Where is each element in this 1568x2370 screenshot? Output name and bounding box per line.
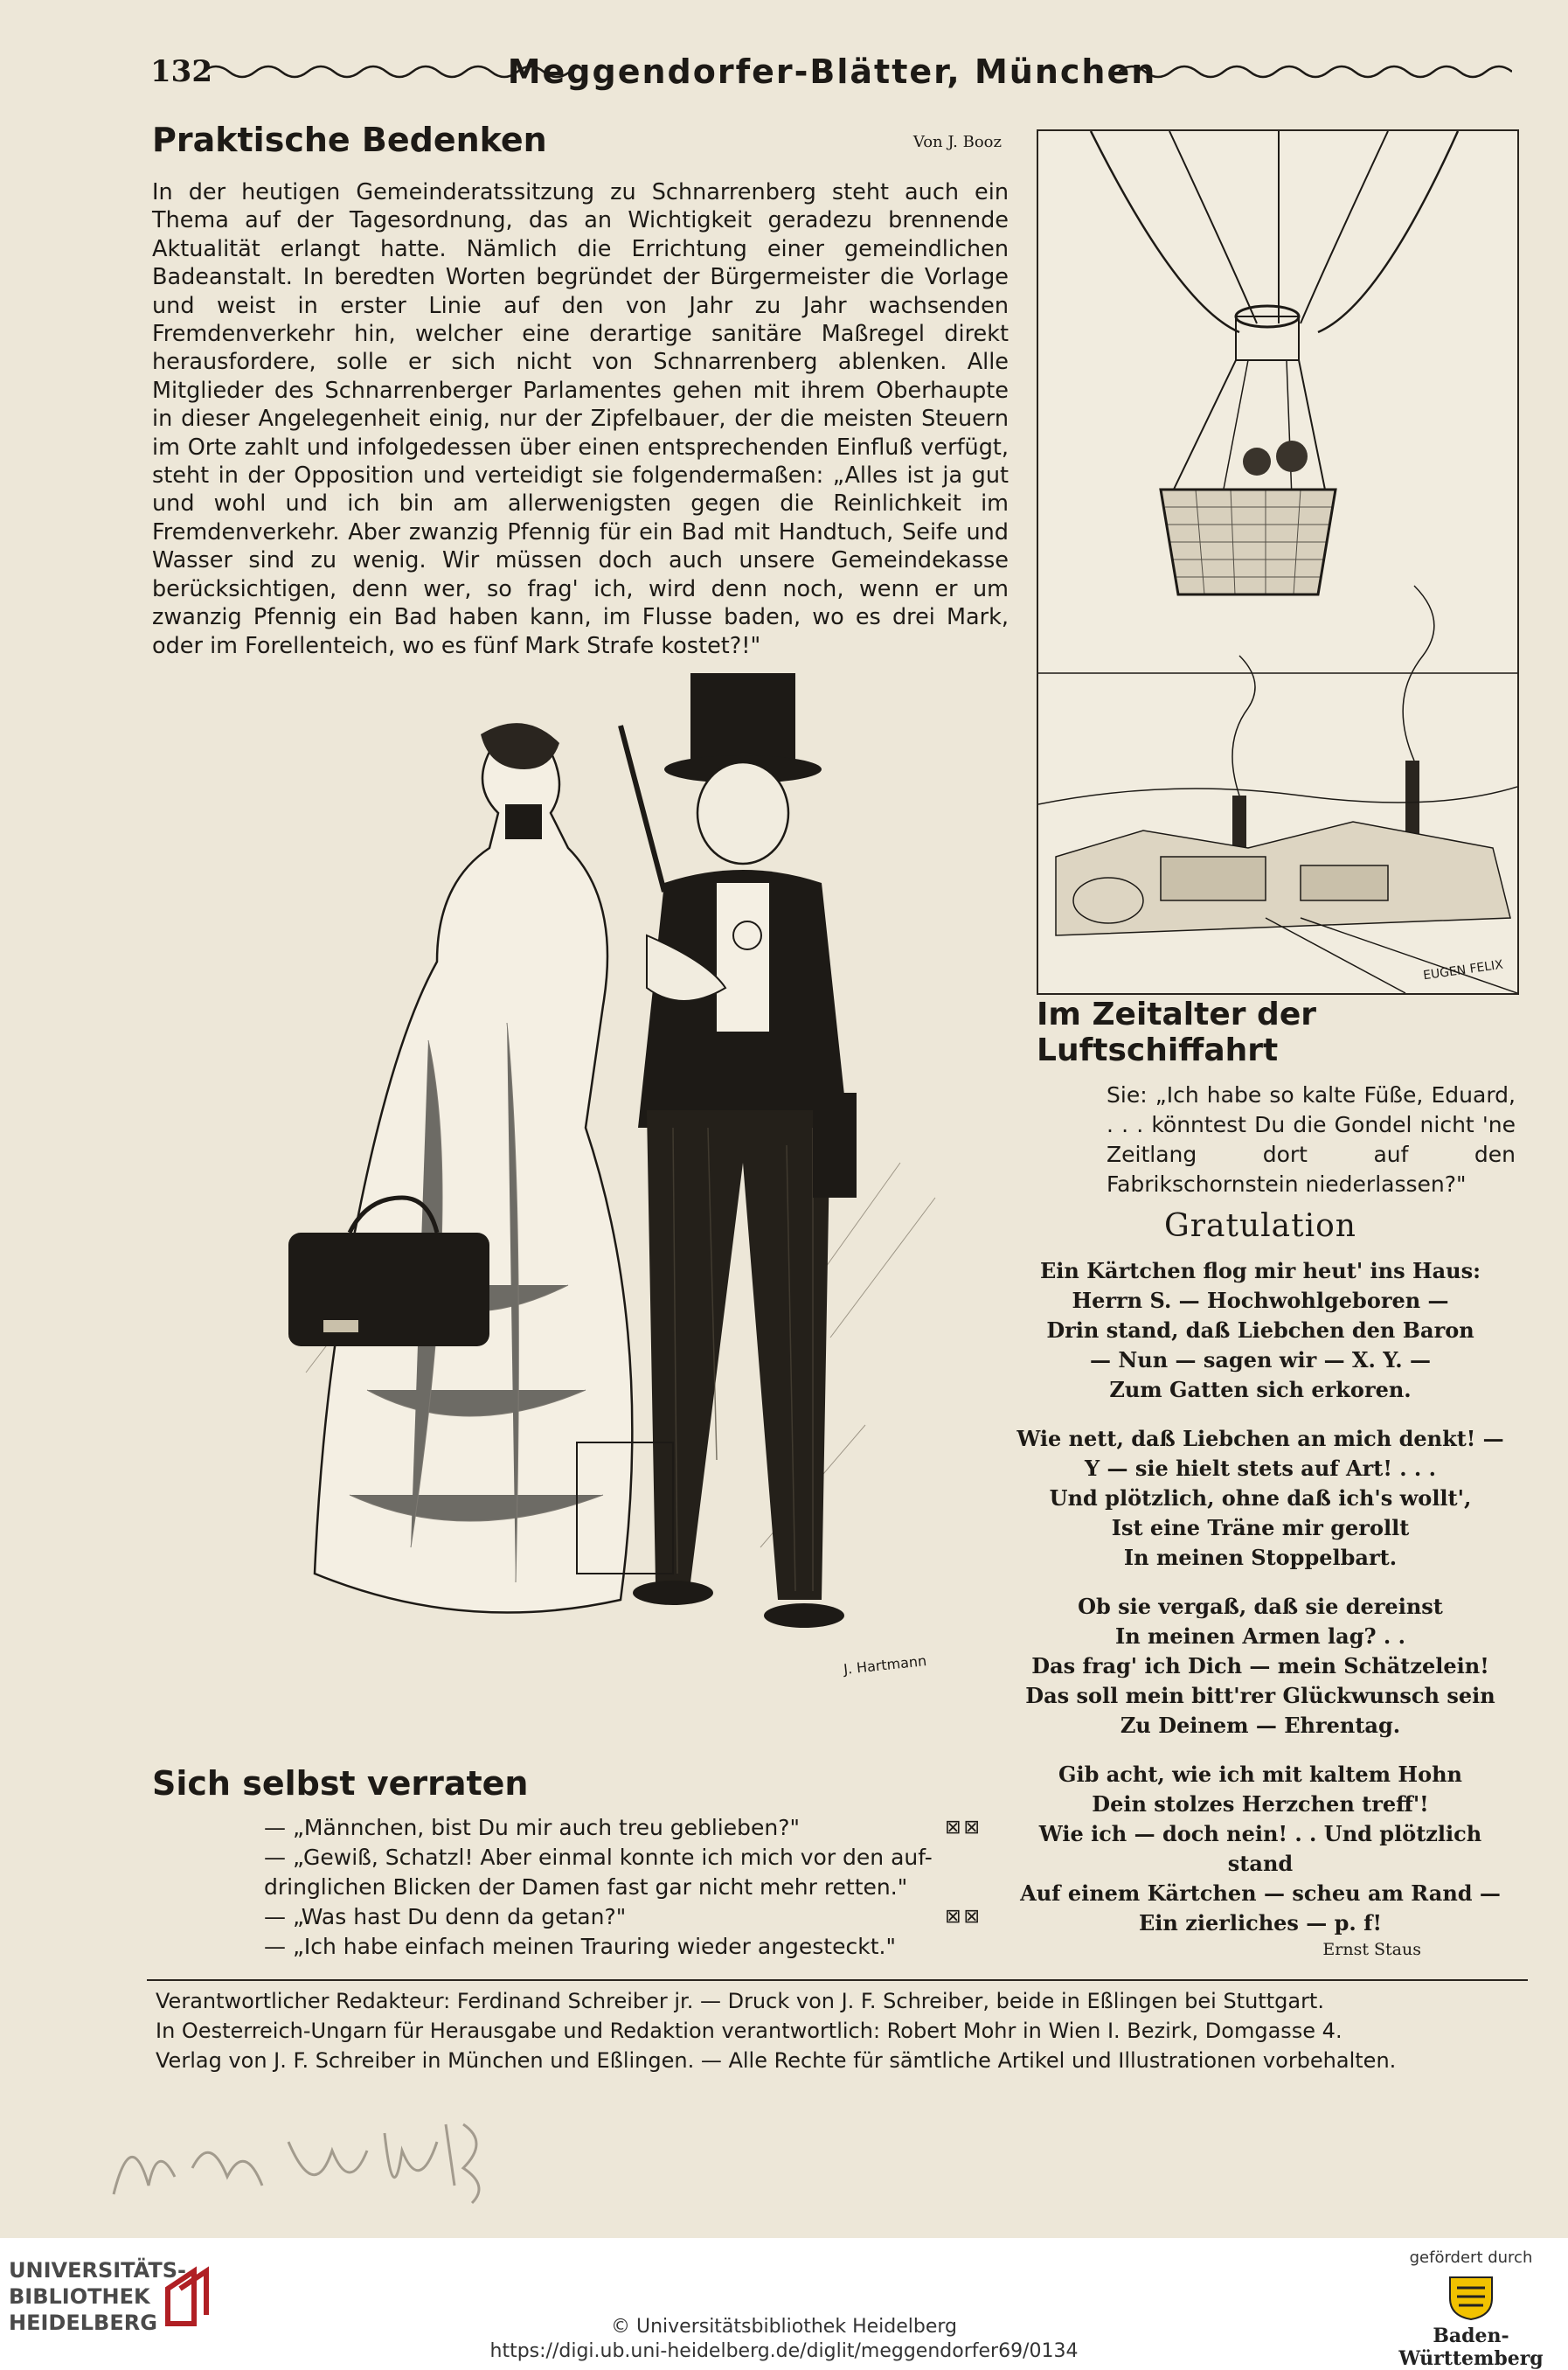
poem-line: Und plötzlich, ohne daß ich's wollt', (1049, 1485, 1472, 1511)
poem-gratulation (1005, 1208, 1516, 1959)
poem-line: Herrn S. — Hochwohlgeboren — (1072, 1288, 1449, 1313)
poem-line: Ob sie vergaß, daß sie dereinst (1078, 1594, 1443, 1619)
page-header (150, 51, 1514, 93)
poem-stanza (1005, 1760, 1516, 1938)
poem-line: Das frag' ich Dich — mein Schätzelein! (1031, 1653, 1489, 1678)
masthead: Meggendorfer-Blätter, München (507, 52, 1157, 91)
dialog-line (264, 1873, 982, 1902)
poem-stanza (1005, 1424, 1516, 1573)
balloon-illustration (1037, 129, 1519, 995)
pencil-scribble (96, 2089, 498, 2229)
imprint-footer (156, 1986, 1531, 2075)
poem-line: Wie ich — doch nein! . . Und plötzlich stand (1038, 1821, 1482, 1876)
sponsor-block (1388, 2248, 1554, 2370)
sponsor-label: gefördert durch (1409, 2248, 1533, 2267)
copyright-block (0, 2315, 1568, 2364)
poem-line: Wie nett, daß Liebchen an mich denkt! — (1016, 1426, 1504, 1451)
poem-line: Dein stolzes Herzchen treff'! (1092, 1791, 1429, 1817)
footer-divider (147, 1979, 1528, 1981)
dialog-line (264, 1932, 982, 1962)
article-byline: Von J. Booz (912, 133, 1002, 151)
poem-line: Drin stand, daß Liebchen den Baron (1046, 1317, 1474, 1343)
library-name-line: BIBLIOTHEK (9, 2284, 150, 2309)
sponsor-name: Baden-Württemberg (1398, 2325, 1544, 2370)
poem-line: Y — sie hielt stets auf Art! . . . (1084, 1456, 1436, 1481)
handwritten-pencil-note (96, 2089, 498, 2229)
poem-author: Ernst Staus (1322, 1940, 1421, 1959)
poem-stanza (1005, 1256, 1516, 1405)
dialog-line-mark: ⊠⊠ (945, 1817, 982, 1838)
dialog-title: Sich selbst verraten (152, 1764, 529, 1803)
dialog-line-mark: ⊠⊠ (945, 1906, 982, 1928)
imprint-line: Verlag von J. F. Schreiber in München und Eßlingen. — Alle Rechte für sämtliche Artikel und Illustrationen vorbehalten. (156, 2048, 1397, 2073)
dialog-body (264, 1813, 982, 1962)
airship-caption-block (1037, 997, 1516, 1199)
article-body: In der heutigen Gemeinderatssitzung zu Schnarrenberg steht auch ein Thema auf der Tagesordnung, das an Wichtigkeit geradezu brennende Aktualität erlangt hatte. Nämlich die Errichtung einer gemeindlichen Badeanstalt. In beredten Worten begründet der Bürgermeister die Vorlage und weist in erster Linie auf den von Jahr zu Jahr wachsenden Fremdenverkehr hin, welcher eine derartige sanitäre Maßregel direkt herausfordere, solle er sich nicht von Schnarrenberg ablenken. Alle Mitglieder des Schnarrenberger Parlamentes gehen mit ihrem Oberhaupte in dieser Angelegenheit einig, nur der Zipfelbauer, der die meisten Steuern im Orte zahlt und infolgedessen über einen entsprechenden Einfluß verfügt, steht in der Opposition und verteidigt sie folgendermaßen: „Alles ist ja gut und wohl und ich bin am allerwenigsten gegen die Reinlichkeit im Fremdenverkehr. Aber zwanzig Pfennig für ein Bad mit Handtuch, Seife und Wasser sind zu wenig. Wir müssen doch auch unsere Gemeindekasse berücksichtigen, denn wer, so frag' ich, wird denn noch, wenn er um zwanzig Pfennig ein Bad haben kann, im Flusse baden, wo es drei Mark, oder im Forellenteich, wo es fünf Mark Strafe kostet?!" (152, 179, 1009, 659)
imprint-line: Verantwortlicher Redakteur: Ferdinand Schreiber jr. — Druck von J. F. Schreiber, beide in Eßlingen bei Stuttgart. (156, 1989, 1324, 2013)
dialog-line (264, 1902, 982, 1932)
dialog-line-text: — „Ich habe einfach meinen Trauring wieder angesteckt." (264, 1934, 896, 1959)
poem-line: — Nun — sagen wir — X. Y. — (1089, 1347, 1432, 1373)
poem-line: In meinen Stoppelbart. (1123, 1545, 1398, 1570)
balloon-drawing (1038, 131, 1517, 993)
library-footer-bar (0, 2238, 1568, 2370)
airship-caption: Sie: „Ich habe so kalte Füße, Eduard, . . . könntest Du die Gondel nicht 'ne Zeitlang dort auf den Fabrikschornstein niederlassen?" (1107, 1082, 1516, 1197)
poem-line: Auf einem Kärtchen — scheu am Rand — (1020, 1880, 1501, 1906)
imprint-line: In Oesterreich-Ungarn für Herausgabe und Redaktion verantwortlich: Robert Mohr in Wien I. Bezirk, Domgasse 4. (156, 2019, 1343, 2043)
page-number: 132 (150, 54, 212, 89)
couple-drawing (288, 673, 979, 1696)
poem-line: Ein Kärtchen flog mir heut' ins Haus: (1039, 1258, 1481, 1283)
balloon-signature: EUGEN FELIX (1422, 957, 1504, 983)
header-ornament-right (1119, 61, 1512, 82)
dialog-line-text: — „Männchen, bist Du mir auch treu geblieben?" (264, 1815, 801, 1840)
couple-signature: J. Hartmann (843, 1652, 927, 1678)
poem-line: Zum Gatten sich erkoren. (1109, 1377, 1412, 1402)
dialog-line (264, 1843, 982, 1873)
airship-title: Im Zeitalter der Luftschiffahrt (1037, 997, 1316, 1068)
dialog-line-text: — „Was hast Du denn da getan?" (264, 1904, 627, 1929)
article-title: Praktische Bedenken (152, 121, 547, 159)
dialog-line-text: dringlichen Blicken der Damen fast gar nicht mehr retten." (264, 1874, 908, 1900)
article-praktische-bedenken (152, 121, 1009, 660)
couple-illustration (288, 673, 979, 1696)
poem-line: Das soll mein bitt'rer Glückwunsch sein (1025, 1683, 1495, 1708)
copyright-text: © Universitätsbibliothek Heidelberg (610, 2316, 957, 2338)
library-name-line: HEIDELBERG (9, 2311, 157, 2335)
poem-title: Gratulation (1164, 1208, 1356, 1244)
poem-stanza (1005, 1592, 1516, 1741)
source-url[interactable]: https://digi.ub.uni-heidelberg.de/diglit/meggendorfer69/0134 (489, 2340, 1079, 2362)
library-name-line: UNIVERSITÄTS- (9, 2258, 187, 2283)
poem-line: Ein zierliches — p. f! (1138, 1910, 1382, 1936)
dialog-line (264, 1813, 982, 1843)
poem-line: Ist eine Träne mir gerollt (1111, 1515, 1410, 1540)
poem-line: Zu Deinem — Ehrentag. (1120, 1713, 1401, 1738)
dialog-line-text: — „Gewiß, Schatzl! Aber einmal konnte ich mich vor den auf- (264, 1845, 933, 1870)
coat-of-arms-icon (1443, 2272, 1499, 2321)
poem-line: In meinen Armen lag? . . (1114, 1623, 1405, 1649)
poem-line: Gib acht, wie ich mit kaltem Hohn (1058, 1762, 1463, 1787)
dialog-sich-selbst-verraten (152, 1764, 982, 1962)
